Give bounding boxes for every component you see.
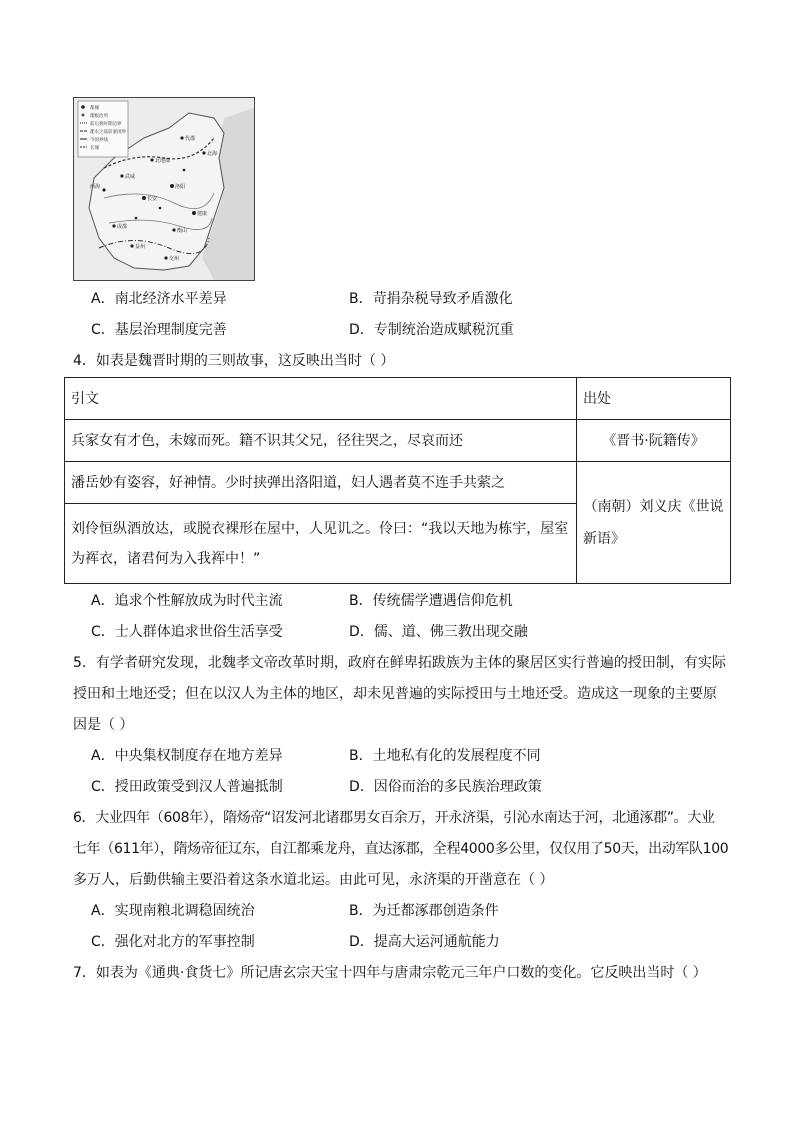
q5-line-3: 因是（ ） xyxy=(73,717,134,733)
q5-line-2: 授田和土地还受；但在以汉人为主体的地区，却未见普遍的实际授田与土地还受。造成这一现象的主要原 xyxy=(73,686,717,702)
table-row xyxy=(65,462,731,504)
map-place-0: 代郡 xyxy=(185,136,196,142)
map-legend-5: 长城 xyxy=(90,146,99,151)
q6-line-1: 6．大业四年（608年），隋炀帝“诏发河北诸郡男女百余万，开永济渠，引沁水南达于河，北通涿郡”。大业 xyxy=(73,810,715,826)
q5-option-d[interactable]: D．因俗而治的多民族治理政策 xyxy=(349,779,542,795)
q3-option-d[interactable]: D．专制统治造成赋税沉重 xyxy=(349,322,514,338)
q6-line-3: 多万人，后勤供输主要沿着这条水道北运。由此可见，永济渠的开凿意在（ ） xyxy=(73,872,554,888)
q5-option-a[interactable]: A．中央集权制度存在地方差异 xyxy=(91,748,283,764)
map-figure xyxy=(73,97,255,281)
table-cell-source-merged xyxy=(577,462,731,584)
map-place-3: 长安 xyxy=(147,196,158,202)
q4-table xyxy=(64,377,731,584)
q4-stem: 4．如表是魏晋时期的三则故事，这反映出当时（ ） xyxy=(73,353,395,369)
table-row xyxy=(65,378,731,420)
quote-line: 为裈衣，诸君何为入我裈中！” xyxy=(71,550,261,567)
map-place-9: 益州 xyxy=(135,244,146,250)
table-cell-quote: 兵家女有才色，未嫁而死。籍不识其父兄，径往哭之，尽哀而还 xyxy=(65,420,577,462)
map-legend-4: 今国界线 xyxy=(90,138,108,143)
q7-stem: 7．如表为《通典·食货七》所记唐玄宗天宝十四年与唐肃宗乾元三年户口数的变化。它反映出当时（ ） xyxy=(73,965,707,981)
source-line: 新语》 xyxy=(583,530,625,547)
map-place-8: 西海 xyxy=(90,184,101,190)
q6-line-2: 七年（611年），隋炀帝征辽东，自江都乘龙舟，直达涿郡，全程4000多公里，仅仅用了50天，出动军队100 xyxy=(73,841,729,857)
q5-line-1: 5．有学者研究发现，北魏孝文帝改革时期，政府在鲜卑拓跋族为主体的聚居区实行普遍的授田制，有实际 xyxy=(73,655,726,671)
map-place-2: 北海 xyxy=(207,151,218,157)
map-image xyxy=(74,98,254,280)
table-cell-quote: 潘岳妙有姿容，好神情。少时挟弹出洛阳道，妇人遇者莫不连手共萦之 xyxy=(65,462,577,504)
q5-option-b[interactable]: B．土地私有化的发展程度不同 xyxy=(349,748,541,764)
table-row xyxy=(65,420,731,462)
map-legend-0: 都城 xyxy=(90,106,99,111)
map-legend-2: 前后燕时期边界 xyxy=(90,122,122,127)
q6-option-d[interactable]: D．提高大运河通航能力 xyxy=(349,934,500,950)
map-place-10: 交州 xyxy=(169,256,180,262)
map-place-1: 北地郡 xyxy=(155,158,171,164)
source-line: （南朝）刘义庆《世说 xyxy=(583,498,724,515)
map-place-5: 建康 xyxy=(197,211,208,217)
q6-option-a[interactable]: A．实现南粮北调稳固统治 xyxy=(91,903,255,919)
q4-option-b[interactable]: B．传统儒学遭遇信仰危机 xyxy=(349,593,513,609)
q3-option-b[interactable]: B．苛捐杂税导致矛盾激化 xyxy=(349,291,513,307)
q3-option-a[interactable]: A．南北经济水平差异 xyxy=(91,291,227,307)
map-place-4: 洛阳 xyxy=(175,184,186,190)
q6-option-b[interactable]: B．为迁都涿郡创造条件 xyxy=(349,903,499,919)
q6-option-c[interactable]: C．强化对北方的军事控制 xyxy=(91,934,255,950)
table-cell-quote xyxy=(65,504,577,584)
q4-option-c[interactable]: C．士人群体追求世俗生活享受 xyxy=(91,624,283,640)
map-place-7: 武威 xyxy=(125,174,136,180)
q5-option-c[interactable]: C．授田政策受到汉人普遍抵制 xyxy=(91,779,283,795)
map-place-6: 成都 xyxy=(117,224,128,230)
map-place-11: 衡山 xyxy=(177,228,188,234)
q3-option-c[interactable]: C．基层治理制度完善 xyxy=(91,322,227,338)
q4-option-d[interactable]: D．儒、道、佛三教出现交融 xyxy=(349,624,528,640)
table-header-source: 出处 xyxy=(577,378,731,420)
table-cell-source: 《晋书·阮籍传》 xyxy=(577,420,731,462)
table-header-quote: 引文 xyxy=(65,378,577,420)
map-legend-3: 淝水之战前秦国界 xyxy=(90,130,126,135)
q4-option-a[interactable]: A．追求个性解放成为时代主流 xyxy=(91,593,283,609)
map-legend-1: 郡级治所 xyxy=(90,114,108,119)
quote-line: 刘伶恒纵酒放达，或脱衣裸形在屋中，人见讥之。伶曰：“我以天地为栋宇，屋室 xyxy=(71,520,569,537)
